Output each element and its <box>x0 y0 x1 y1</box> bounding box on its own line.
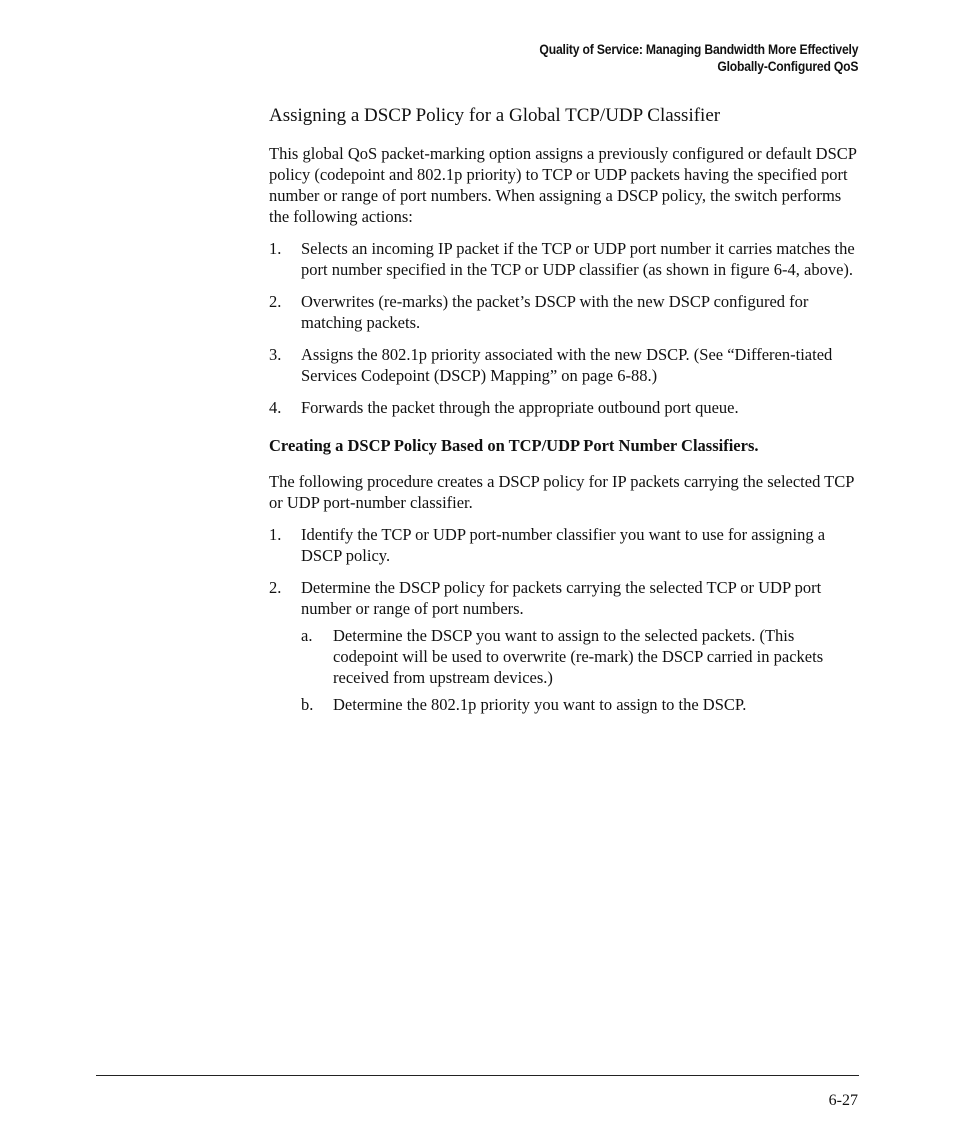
list-item-text: Selects an incoming IP packet if the TCP or UDP port number it carries matches the port number specified in the TCP or UDP classifier (as shown in figure 6-4, above). <box>301 239 855 279</box>
sub-list-letter: b. <box>301 695 314 714</box>
list-item <box>269 344 859 386</box>
list-item <box>269 577 859 721</box>
list-item-text: Forwards the packet through the appropriate outbound port queue. <box>301 398 739 417</box>
list-number: 3. <box>269 345 282 364</box>
sub-list <box>301 625 859 715</box>
list-item-text: Overwrites (re-marks) the packet’s DSCP with the new DSCP configured for matching packets. <box>301 292 809 332</box>
list-number: 2. <box>269 292 282 311</box>
list-item <box>269 397 859 418</box>
sub-list-item <box>301 625 859 688</box>
list-item-body <box>301 577 859 721</box>
section-title: Assigning a DSCP Policy for a Global TCP/UDP Classifier <box>269 105 721 126</box>
list-number: 2. <box>269 578 282 597</box>
sub-list-item-text: Determine the 802.1p priority you want to assign to the DSCP. <box>333 695 747 714</box>
header-section-title: Globally-Configured QoS <box>717 59 858 74</box>
list-item <box>269 291 859 333</box>
page-content <box>269 104 859 732</box>
list-item-text: Determine the DSCP policy for packets carrying the selected TCP or UDP port number or range of port numbers. <box>301 578 822 618</box>
list-item-text: Identify the TCP or UDP port-number classifier you want to use for assigning a DSCP policy. <box>301 525 826 565</box>
sub-list-item <box>301 694 859 715</box>
actions-list <box>269 238 859 418</box>
procedure-list <box>269 524 859 721</box>
list-number: 1. <box>269 525 282 544</box>
sub-list-item-text: Determine the DSCP you want to assign to the selected packets. (This codepoint will be used to overwrite (re-mark) the DSCP carried in packets received from upstream devices.) <box>333 626 824 687</box>
sub-list-letter: a. <box>301 626 313 645</box>
section-intro: This global QoS packet-marking option assigns a previously configured or default DSCP policy (codepoint and 802.1p priority) to TCP or UDP packets having the specified port number or range of port numbers. When assigning a DSCP policy, the switch performs the following actions: <box>269 144 857 226</box>
running-header <box>539 41 858 75</box>
header-chapter-title: Quality of Service: Managing Bandwidth More Effectively <box>539 42 858 57</box>
footer-divider <box>96 1075 859 1076</box>
subsection-title: Creating a DSCP Policy Based on TCP/UDP Port Number Classifiers. <box>269 436 759 455</box>
page-number: 6-27 <box>828 1092 858 1109</box>
list-number: 1. <box>269 239 282 258</box>
list-item-text: Assigns the 802.1p priority associated with the new DSCP. (See “Differen-tiated Services Codepoint (DSCP) Mapping” on page 6-88.) <box>301 345 833 385</box>
subsection-intro: The following procedure creates a DSCP policy for IP packets carrying the selected TCP or UDP port-number classifier. <box>269 472 854 512</box>
list-item <box>269 238 859 280</box>
list-number: 4. <box>269 398 282 417</box>
list-item <box>269 524 859 566</box>
